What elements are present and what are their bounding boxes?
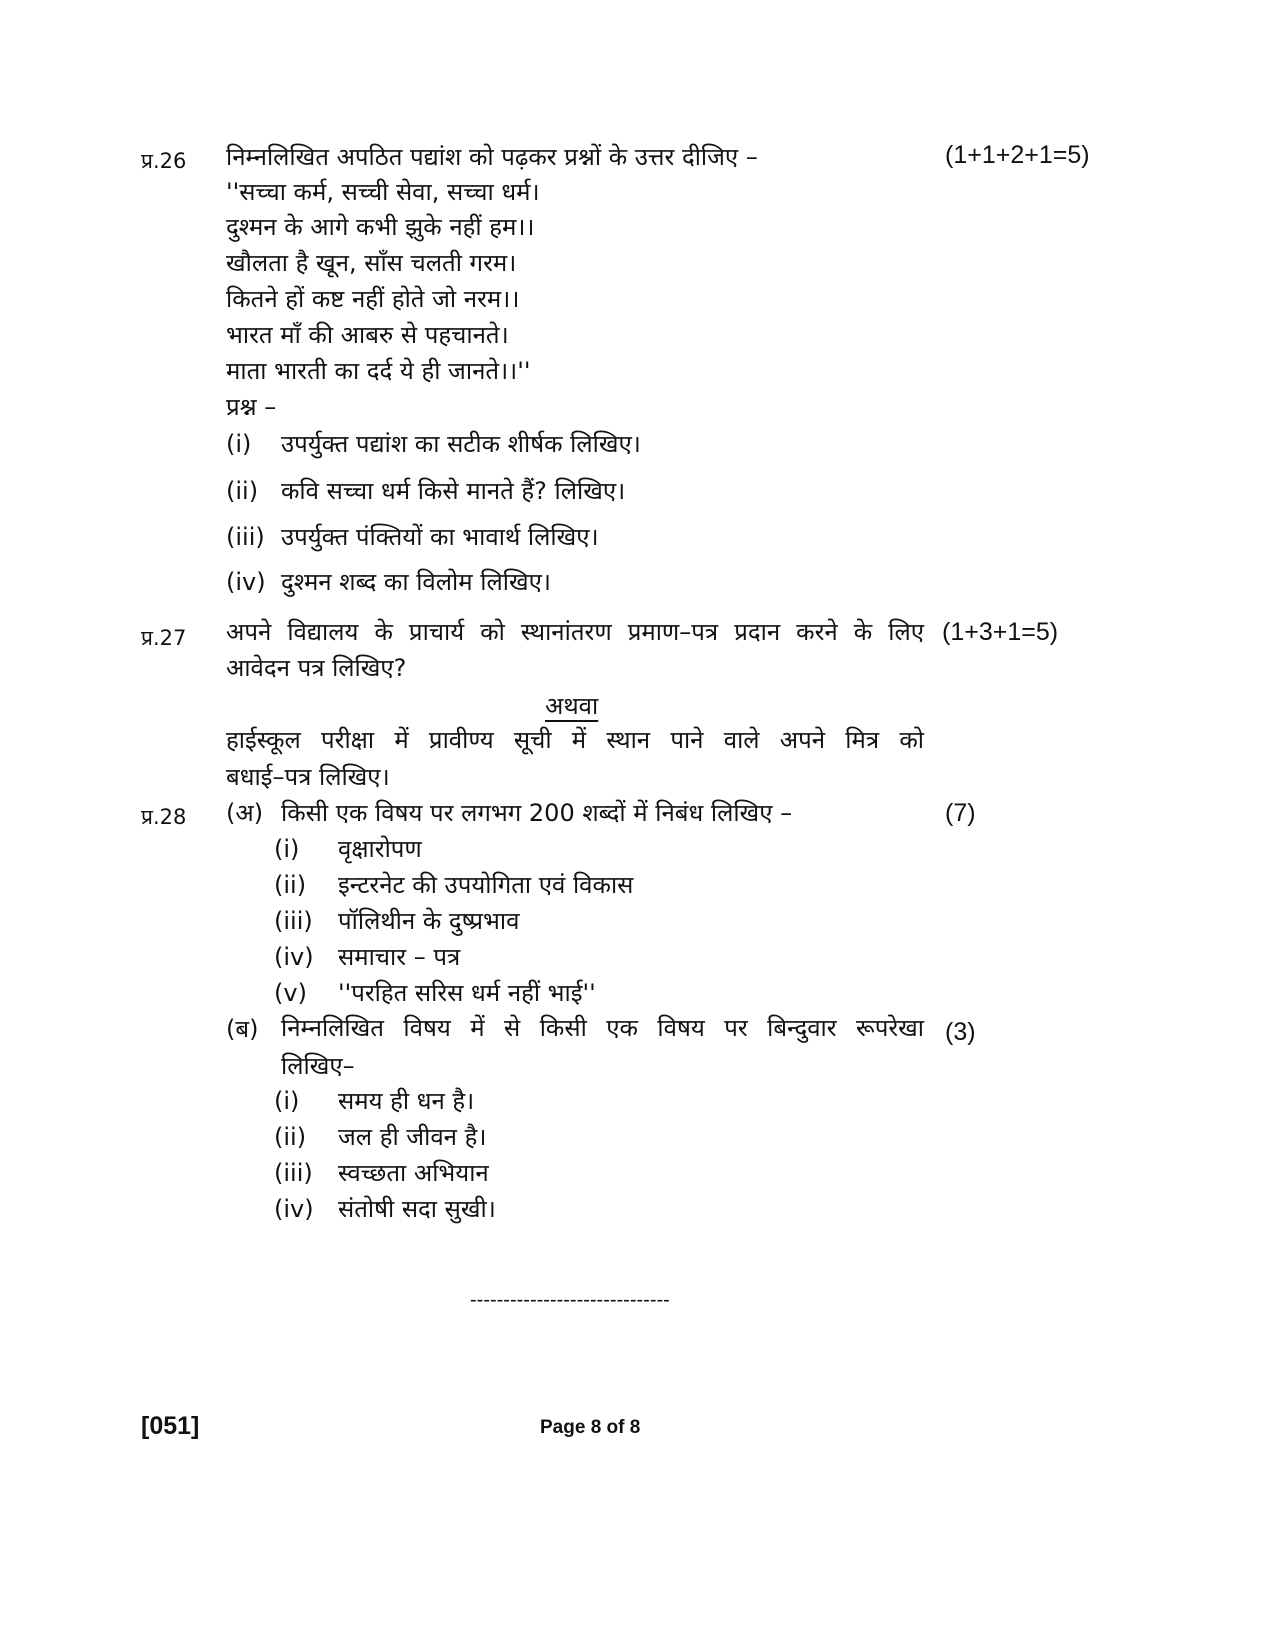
essay-topic-2: इन्टरनेट की उपयोगिता एवं विकास xyxy=(338,871,634,899)
essay-topic-num-2: (ii) xyxy=(274,871,307,899)
question-number-28: प्र.28 xyxy=(141,805,187,829)
question-number-27: प्र.27 xyxy=(141,626,187,650)
q28-b-text-line-2: लिखिए– xyxy=(281,1052,355,1080)
essay-topic-3: पॉलिथीन के दुष्प्रभाव xyxy=(338,907,520,935)
q27-text-line-1: अपने विद्यालय के प्राचार्य को स्थानांतरण प्रमाण–पत्र प्रदान करने के लिए xyxy=(226,618,924,646)
poem-line-1: ''सच्चा कर्म, सच्ची सेवा, सच्चा धर्म। xyxy=(226,178,540,206)
outline-topic-num-3: (iii) xyxy=(274,1159,313,1187)
q26-sub-text-1: उपर्युक्त पद्यांश का सटीक शीर्षक लिखिए। xyxy=(281,430,641,458)
poem-line-6: माता भारती का दर्द ये ही जानते।।'' xyxy=(226,357,531,385)
outline-topic-2: जल ही जीवन है। xyxy=(338,1123,487,1151)
outline-topic-num-4: (iv) xyxy=(274,1195,314,1223)
q28-b-text-line-1: निम्नलिखित विषय में से किसी एक विषय पर बिन्दुवार रूपरेखा xyxy=(281,1014,924,1042)
q28-b-label: (ब) xyxy=(226,1015,259,1043)
q28-a-marks: (7) xyxy=(945,799,976,827)
q26-sub-num-4: (iv) xyxy=(226,568,266,596)
poem-line-5: भारत माँ की आबरु से पहचानते। xyxy=(226,321,509,349)
q27-alt-line-1: हाईस्कूल परीक्षा में प्रावीण्य सूची में स्थान पाने वाले अपने मित्र को xyxy=(226,726,924,754)
outline-topic-1: समय ही धन है। xyxy=(338,1087,475,1115)
essay-topic-4: समाचार – पत्र xyxy=(338,943,461,971)
outline-topic-3: स्वच्छता अभियान xyxy=(338,1159,489,1187)
essay-topic-1: वृक्षारोपण xyxy=(338,835,422,863)
paper-code: [051] xyxy=(141,1412,200,1440)
poem-line-2: दुश्मन के आगे कभी झुके नहीं हम।। xyxy=(226,213,535,241)
poem-line-3: खौलता है खून, साँस चलती गरम। xyxy=(226,249,517,277)
q26-marks: (1+1+2+1=5) xyxy=(945,141,1090,169)
or-heading: अथवा xyxy=(545,692,599,720)
q26-sub-text-4: दुश्मन शब्द का विलोम लिखिए। xyxy=(281,568,551,596)
prashn-label: प्रश्न – xyxy=(226,393,277,421)
outline-topic-num-1: (i) xyxy=(274,1087,300,1115)
q28-a-label: (अ) xyxy=(226,799,264,827)
q27-text-line-2: आवेदन पत्र लिखिए? xyxy=(226,654,407,682)
essay-topic-num-1: (i) xyxy=(274,835,300,863)
essay-topic-num-5: (v) xyxy=(274,979,307,1007)
poem-line-4: कितने हों कष्ट नहीं होते जो नरम।। xyxy=(226,285,520,313)
q27-marks: (1+3+1=5) xyxy=(942,618,1059,646)
q26-instruction: निम्नलिखित अपठित पद्यांश को पढ़कर प्रश्नों के उत्तर दीजिए – xyxy=(226,143,758,171)
outline-topic-num-2: (ii) xyxy=(274,1123,307,1151)
q26-sub-num-1: (i) xyxy=(226,430,252,458)
q27-alt-line-2: बधाई–पत्र लिखिए। xyxy=(226,763,390,791)
end-separator: ------------------------------ xyxy=(470,1289,670,1311)
question-number-26: प्र.26 xyxy=(141,149,187,173)
q28-a-text: किसी एक विषय पर लगभग 200 शब्दों में निबंध लिखिए – xyxy=(281,799,793,827)
q26-sub-num-2: (ii) xyxy=(226,477,259,505)
q26-sub-num-3: (iii) xyxy=(226,523,265,551)
essay-topic-num-3: (iii) xyxy=(274,907,313,935)
essay-topic-num-4: (iv) xyxy=(274,943,314,971)
outline-topic-4: संतोषी सदा सुखी। xyxy=(338,1195,496,1223)
page-number: Page 8 of 8 xyxy=(540,1417,641,1438)
q26-sub-text-3: उपर्युक्त पंक्तियों का भावार्थ लिखिए। xyxy=(281,523,599,551)
essay-topic-5: ''परहित सरिस धर्म नहीं भाई'' xyxy=(338,979,596,1007)
q28-b-marks: (3) xyxy=(945,1018,976,1046)
q26-sub-text-2: कवि सच्चा धर्म किसे मानते हैं? लिखिए। xyxy=(281,477,626,505)
